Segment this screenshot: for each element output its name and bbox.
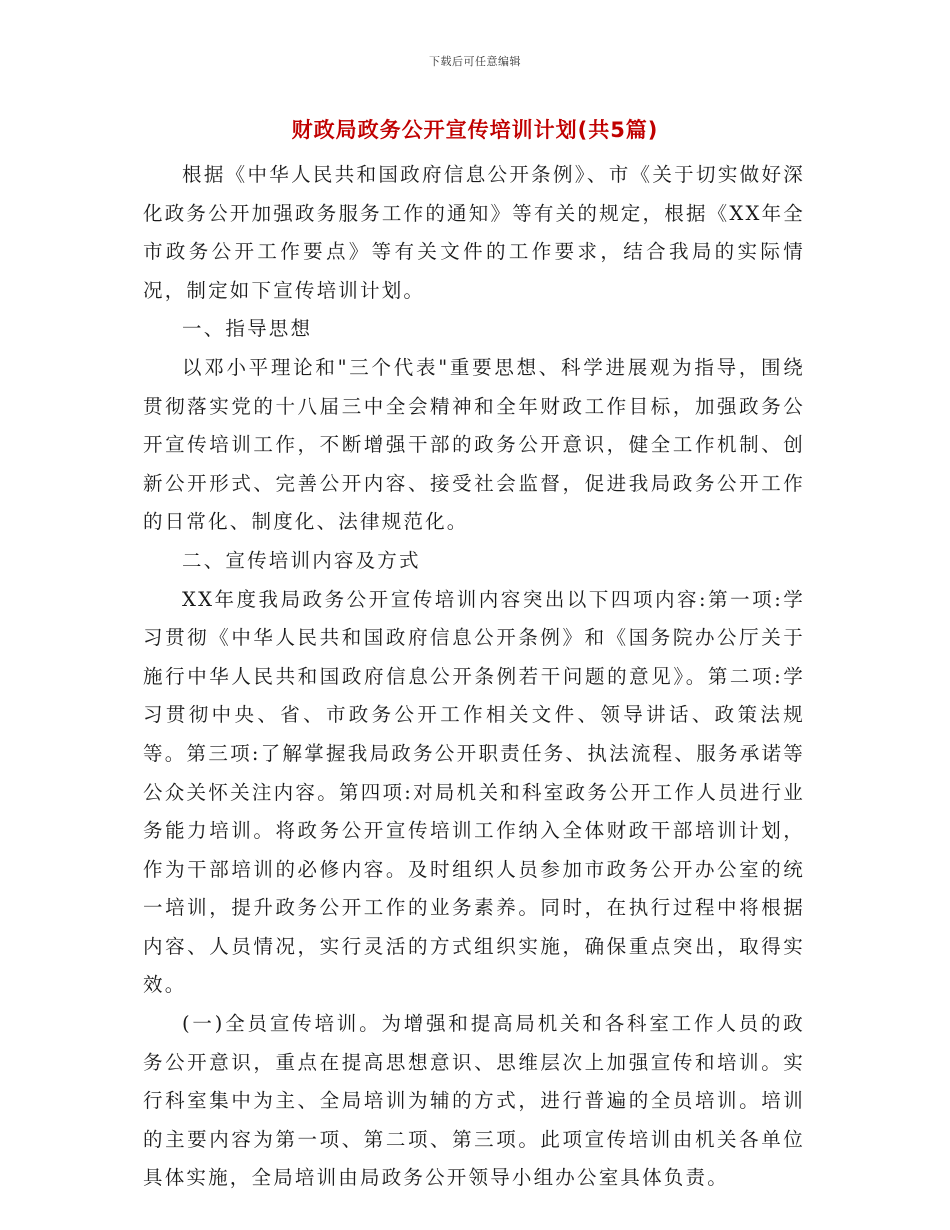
paragraph-intro: 根据《中华人民共和国政府信息公开条例》、市《关于切实做好深化政务公开加强政务服务工作的通知》等有关的规定，根据《XX年全市政务公开工作要点》等有关文件的工作要求，结合我局的实际情况，制定如下宣传培训计划。 bbox=[143, 163, 805, 302]
section-heading-training-content: 二、宣传培训内容及方式 bbox=[182, 548, 421, 572]
paragraph-guiding-thought: 以邓小平理论和"三个代表"重要思想、科学进展观为指导，围绕贯彻落实党的十八届三中全会精神和全年财政工作目标，加强政务公开宣传培训工作，不断增强干部的政务公开意识，健全工作机制、创新公开形式、完善公开内容、接受社会监督，促进我局政务公开工作的日常化、制度化、法律规范化。 bbox=[143, 355, 805, 534]
section-heading-guiding-thought: 一、指导思想 bbox=[182, 317, 313, 341]
paragraph-all-staff-training: (一)全员宣传培训。为增强和提高局机关和各科室工作人员的政务公开意识，重点在提高思想意识、思维层次上加强宣传和培训。实行科室集中为主、全局培训为辅的方式，进行普遍的全员培训。培训的主要内容为第一项、第二项、第三项。此项宣传培训由机关各单位具体实施，全局培训由局政务公开领导小组办公室具体负责。 bbox=[143, 1012, 805, 1190]
document-title: 财政局政务公开宣传培训计划(共5篇) bbox=[291, 118, 659, 142]
header-note: 下载后可任意编辑 bbox=[429, 55, 521, 68]
document-body bbox=[143, 156, 805, 1198]
paragraph-training-content: XX年度我局政务公开宣传培训内容突出以下四项内容:第一项:学习贯彻《中华人民共和国政府信息公开条例》和《国务院办公厅关于施行中华人民共和国政府信息公开条例若干问题的意见》。第二项:学习贯彻中央、省、市政务公开工作相关文件、领导讲话、政策法规等。第三项:了解掌握我局政务公开职责任务、执法流程、服务承诺等公众关怀关注内容。第四项:对局机关和科室政务公开工作人员进行业务能力培训。将政务公开宣传培训工作纳入全体财政干部培训计划，作为干部培训的必修内容。及时组织人员参加市政务公开办公室的统一培训，提升政务公开工作的业务素养。同时，在执行过程中将根据内容、人员情况，实行灵活的方式组织实施，确保重点突出，取得实效。 bbox=[143, 587, 805, 997]
